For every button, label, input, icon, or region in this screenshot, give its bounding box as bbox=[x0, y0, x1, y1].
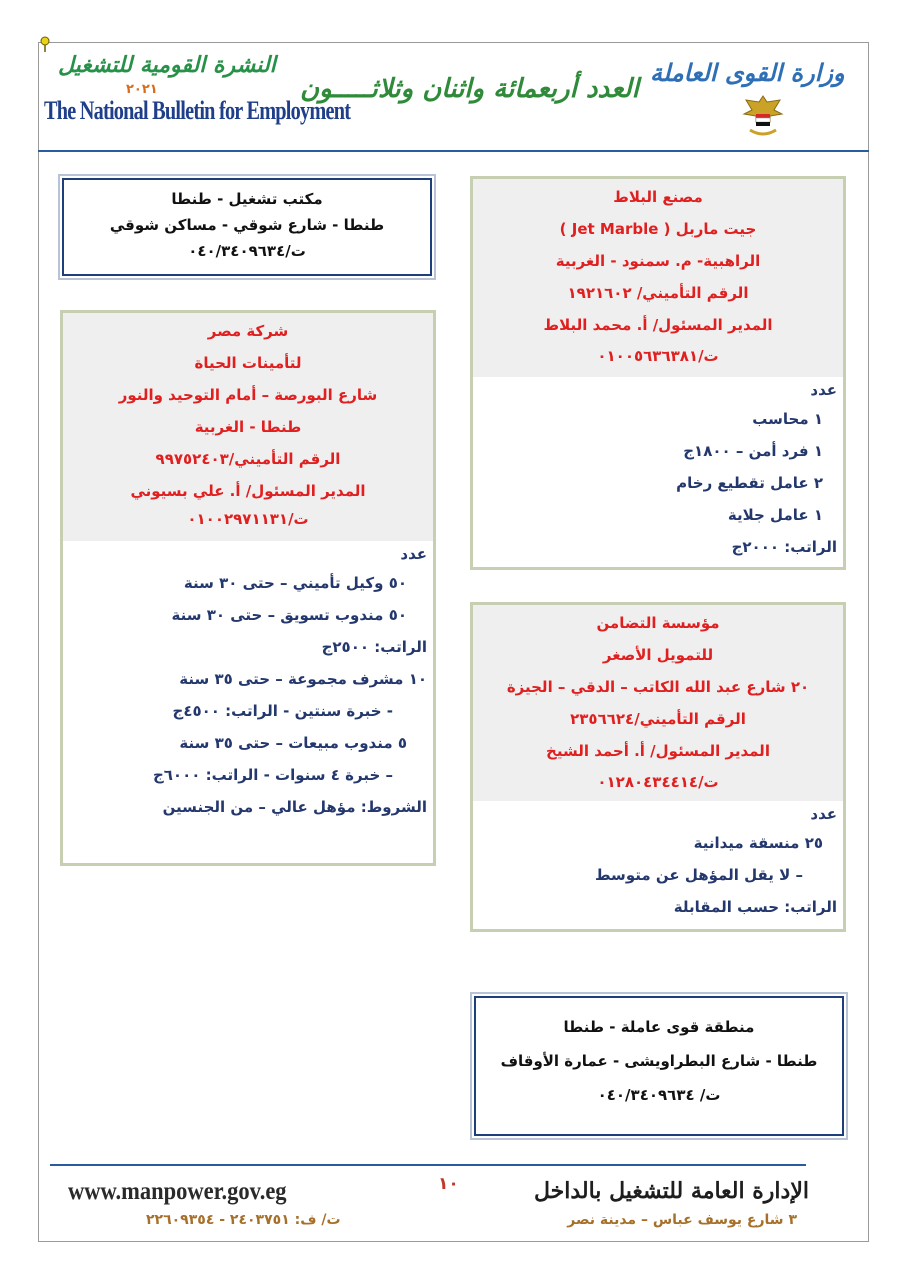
list-item: ٢٥ منسقة ميدانية bbox=[693, 834, 823, 852]
header-divider bbox=[38, 150, 869, 152]
misr-count-header: عدد bbox=[400, 545, 427, 563]
list-item: ٥٠ وكيل تأميني – حتى ٣٠ سنة bbox=[183, 574, 407, 592]
tadamon-name: مؤسسة التضامن bbox=[596, 614, 720, 632]
tadamon-phone: ت/٠١٢٨٠٤٣٤٤١٤ bbox=[597, 773, 719, 791]
tiles-factory-brand: جيت ماربل ( Jet Marble ) bbox=[559, 220, 757, 238]
list-item: - خبرة سنتين - الراتب: ٤٥٠٠ج bbox=[172, 702, 393, 720]
tiles-factory-phone: ت/٠١٠٠٥٦٣٦٣٨١ bbox=[597, 347, 719, 365]
tadamon-manager: المدير المسئول/ أ. أحمد الشيخ bbox=[546, 742, 770, 760]
list-item: ١ محاسب bbox=[752, 410, 823, 428]
office-tanta-phone: ت/٠٤٠/٣٤٠٩٦٣٤ bbox=[188, 242, 306, 260]
department-name: الإدارة العامة للتشغيل بالداخل bbox=[533, 1178, 809, 1204]
bulletin-year: ٢٠٢١ bbox=[126, 82, 158, 97]
issue-number: العدد أربعمائة واثنان وثلاثـــــون bbox=[300, 74, 639, 104]
misr-insurance-address: شارع البورصة – أمام التوحيد والنور bbox=[118, 386, 378, 404]
tiles-factory-box bbox=[470, 176, 846, 570]
misr-insurance-subtitle: لتأمينات الحياة bbox=[194, 354, 302, 372]
misr-insurance-header bbox=[63, 313, 433, 541]
workforce-zone-phone: ت/ ٠٤٠/٣٤٠٩٦٣٤ bbox=[597, 1086, 721, 1104]
workforce-zone-title: منطقة قوى عاملة - طنطا bbox=[563, 1018, 755, 1036]
tadamon-address: ٢٠ شارع عبد الله الكاتب – الدقي – الجيزة bbox=[506, 678, 810, 696]
workforce-zone-box bbox=[474, 996, 844, 1136]
misr-insurance-box bbox=[60, 310, 436, 866]
bulletin-arabic-title: النشرة القومية للتشغيل bbox=[58, 52, 276, 78]
misr-insurance-name: شركة مصر bbox=[207, 322, 289, 340]
list-item: الراتب: ٢٠٠٠ج bbox=[731, 538, 837, 556]
website-link[interactable]: www.manpower.gov.eg bbox=[68, 1178, 287, 1205]
list-item: ٥٠ مندوب تسويق – حتى ٣٠ سنة bbox=[171, 606, 407, 624]
tiles-factory-name: مصنع البلاط bbox=[613, 188, 703, 206]
misr-insurance-city: طنطا - الغربية bbox=[194, 418, 302, 436]
pin-icon bbox=[39, 36, 51, 52]
office-tanta-box bbox=[62, 178, 432, 276]
tadamon-subtitle: للتمويل الأصغر bbox=[602, 646, 714, 664]
workforce-zone-address: طنطا - شارع البطراويشى - عمارة الأوقاف bbox=[500, 1052, 818, 1070]
list-item: ١ عامل جلاية bbox=[727, 506, 823, 524]
office-tanta-address: طنطا - شارع شوقي - مساكن شوقي bbox=[109, 216, 385, 234]
tiles-factory-manager: المدير المسئول/ أ. محمد البلاط bbox=[543, 316, 773, 334]
misr-insurance-number: الرقم التأميني/٩٩٧٥٢٤٠٣ bbox=[155, 450, 341, 468]
list-item: الراتب: حسب المقابلة bbox=[673, 898, 837, 916]
office-tanta-title: مكتب تشغيل - طنطا bbox=[171, 190, 323, 208]
misr-insurance-manager: المدير المسئول/ أ. علي بسيوني bbox=[130, 482, 366, 500]
tiles-count-header: عدد bbox=[810, 381, 837, 399]
list-item: الشروط: مؤهل عالي – من الجنسين bbox=[162, 798, 427, 816]
ministry-name: وزارة القوى العاملة bbox=[650, 58, 845, 87]
footer-divider bbox=[50, 1164, 806, 1166]
list-item: – لا يقل المؤهل عن متوسط bbox=[595, 866, 803, 884]
tadamon-number: الرقم التأميني/٢٣٥٦٦٢٤ bbox=[570, 710, 746, 728]
tadamon-header bbox=[473, 605, 843, 801]
list-item: ١٠ مشرف مجموعة – حتى ٣٥ سنة bbox=[179, 670, 427, 688]
bulletin-english-title: The National Bulletin for Employment bbox=[44, 96, 351, 125]
tiles-factory-header bbox=[473, 179, 843, 377]
tadamon-box bbox=[470, 602, 846, 932]
tadamon-count-header: عدد bbox=[810, 805, 837, 823]
list-item: ٥ مندوب مبيعات – حتى ٣٥ سنة bbox=[179, 734, 407, 752]
footer-phones: ت/ ف: ٢٤٠٣٧٥١ - ٢٢٦٠٩٣٥٤ bbox=[146, 1212, 341, 1228]
egypt-eagle-emblem-icon bbox=[740, 92, 786, 142]
list-item: ١ فرد أمن – ١٨٠٠ج bbox=[683, 442, 823, 460]
footer-address: ٣ شارع يوسف عباس – مدينة نصر bbox=[567, 1212, 797, 1228]
list-item: الراتب: ٢٥٠٠ج bbox=[321, 638, 427, 656]
list-item: ٢ عامل تقطيع رخام bbox=[676, 474, 823, 492]
misr-insurance-phone: ت/٠١٠٠٢٩٧١١٣١ bbox=[187, 510, 309, 528]
tiles-factory-number: الرقم التأميني/ ١٩٢١٦٠٢ bbox=[567, 284, 749, 302]
page-number: ١٠ bbox=[438, 1174, 459, 1194]
tiles-factory-address: الراهبية- م. سمنود - الغربية bbox=[555, 252, 761, 270]
list-item: – خبرة ٤ سنوات - الراتب: ٦٠٠٠ج bbox=[152, 766, 393, 784]
